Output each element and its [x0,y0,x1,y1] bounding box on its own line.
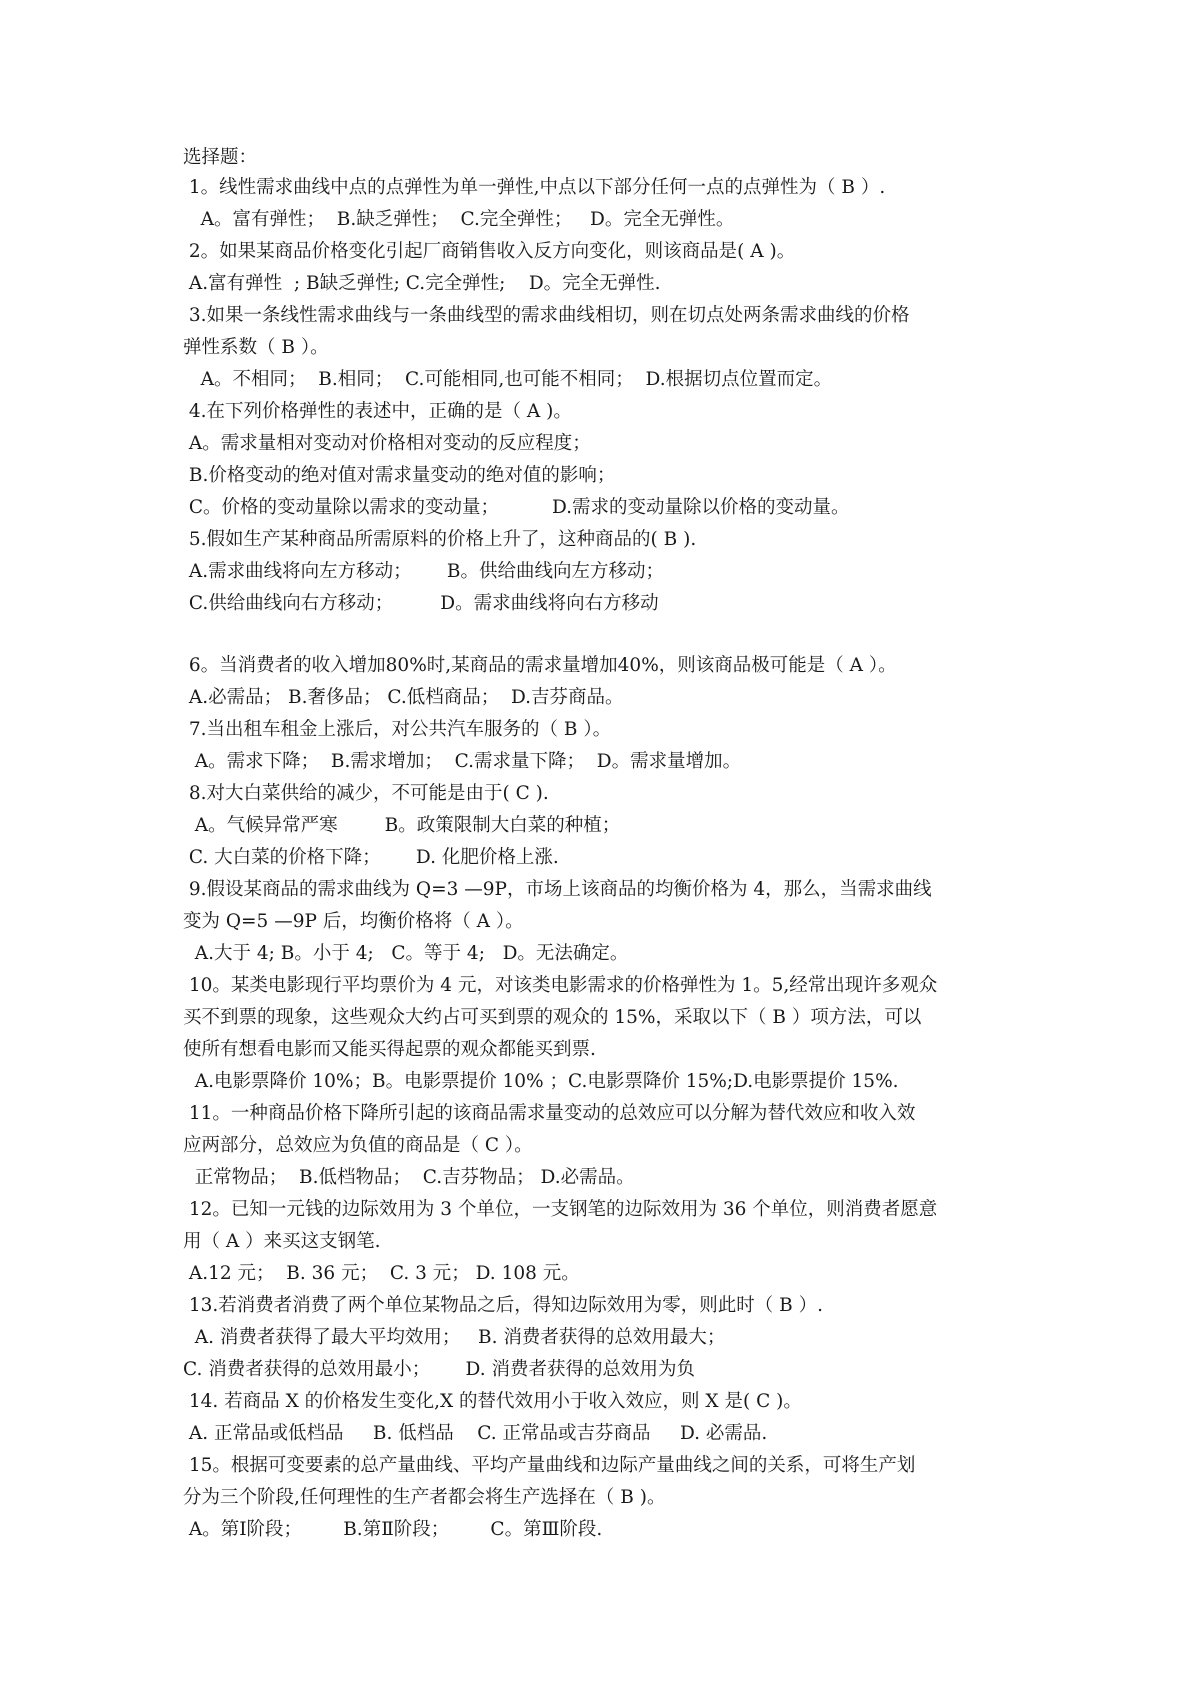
text-line: 15。根据可变要素的总产量曲线、平均产量曲线和边际产量曲线之间的关系，可将生产划 [183,1455,916,1476]
text-line: A.12 元； B. 36 元； C. 3 元； D. 108 元。 [183,1263,580,1284]
text-line: 11。一种商品价格下降所引起的该商品需求量变动的总效应可以分解为替代效应和收入效 [183,1103,916,1124]
text-line: C。价格的变动量除以需求的变动量； D.需求的变动量除以价格的变动量。 [183,497,850,518]
text-line: 6。当消费者的收入增加80%时,某商品的需求量增加40%，则该商品极可能是（ A ）。 [183,655,897,676]
text-line: 9.假设某商品的需求曲线为 Q=3 —9P，市场上该商品的均衡价格为 4，那么，当需求曲线 [183,879,932,900]
section-heading: 选择题： [183,147,258,168]
text-line: 8.对大白菜供给的减少，不可能是由于( C ). [183,783,549,804]
text-line: A。需求量相对变动对价格相对变动的反应程度； [183,433,591,454]
text-line: 买不到票的现象，这些观众大约占可买到票的观众的 15%，采取以下（ B ）项方法，可以 [183,1007,922,1028]
text-line: 7.当出租车租金上涨后，对公共汽车服务的（ B ）。 [183,719,612,740]
text-line: A.电影票降价 10%；B。电影票提价 10% ；C.电影票降价 15%;D.电影票提价 15%. [183,1071,899,1092]
text-line: A. 正常品或低档品 B. 低档品 C. 正常品或吉芬商品 D. 必需品. [183,1423,768,1444]
text-line: 分为三个阶段,任何理性的生产者都会将生产选择在（ B )。 [183,1487,666,1508]
text-line: A.富有弹性 ; B缺乏弹性; C.完全弹性; D。完全无弹性. [183,273,661,294]
text-line: B.价格变动的绝对值对需求量变动的绝对值的影响； [183,465,616,486]
text-line: 变为 Q=5 —9P 后，均衡价格将（ A ）。 [183,911,524,932]
text-line: C. 消费者获得的总效用最小； D. 消费者获得的总效用为负 [183,1359,695,1380]
text-line: A。富有弹性； B.缺乏弹性； C.完全弹性； D。完全无弹性。 [183,209,735,230]
text-line: 使所有想看电影而又能买得起票的观众都能买到票. [183,1039,596,1060]
text-line: 13.若消费者消费了两个单位某物品之后，得知边际效用为零，则此时（ B ）. [183,1295,824,1316]
text-line: A.大于 4; B。小于 4; C。等于 4; D。无法确定。 [183,943,629,964]
text-line: C. 大白菜的价格下降； D. 化肥价格上涨. [183,847,559,868]
text-line: A。需求下降； B.需求增加； C.需求量下降； D。需求量增加。 [183,751,742,772]
text-line: 10。某类电影现行平均票价为 4 元，对该类电影需求的价格弹性为 1。5,经常出现许多观众 [183,975,938,996]
text-line: 5.假如生产某种商品所需原料的价格上升了，这种商品的( B ). [183,529,697,550]
text-line: 4.在下列价格弹性的表述中，正确的是（ A )。 [183,401,572,422]
text-line: 弹性系数（ B ）。 [183,337,329,358]
text-line: A.需求曲线将向左方移动； B。供给曲线向左方移动； [183,561,665,582]
text-line: C.供给曲线向右方移动； D。需求曲线将向右方移动 [183,593,659,614]
text-line: 用（ A ）来买这支钢笔. [183,1231,381,1252]
text-line: 2。如果某商品价格变化引起厂商销售收入反方向变化，则该商品是( A )。 [183,241,796,262]
text-line: 12。已知一元钱的边际效用为 3 个单位，一支钢笔的边际效用为 36 个单位，则消费者愿意 [183,1199,938,1220]
text-line: 应两部分，总效应为负值的商品是（ C ）。 [183,1135,533,1156]
text-line: A。不相同； B.相同； C.可能相同,也可能不相同； D.根据切点位置而定。 [183,369,833,390]
text-line: 正常物品； B.低档物品； C.吉芬物品； D.必需品。 [183,1167,635,1188]
text-line: 14. 若商品 X 的价格发生变化,X 的替代效用小于收入效应，则 X 是( C )。 [183,1391,802,1412]
text-line: A。气候异常严寒 B。政策限制大白菜的种植； [183,815,621,836]
text-line: A。第Ⅰ阶段； B.第Ⅱ阶段； C。第Ⅲ阶段. [183,1519,603,1540]
text-line: A. 消费者获得了最大平均效用； B. 消费者获得的总效用最大； [183,1327,726,1348]
text-line: A.必需品； B.奢侈品； C.低档商品； D.吉芬商品。 [183,687,624,708]
text-line: 1。线性需求曲线中点的点弹性为单一弹性,中点以下部分任何一点的点弹性为（ B ）. [183,177,886,198]
text-line: 3.如果一条线性需求曲线与一条曲线型的需求曲线相切，则在切点处两条需求曲线的价格 [183,305,910,326]
